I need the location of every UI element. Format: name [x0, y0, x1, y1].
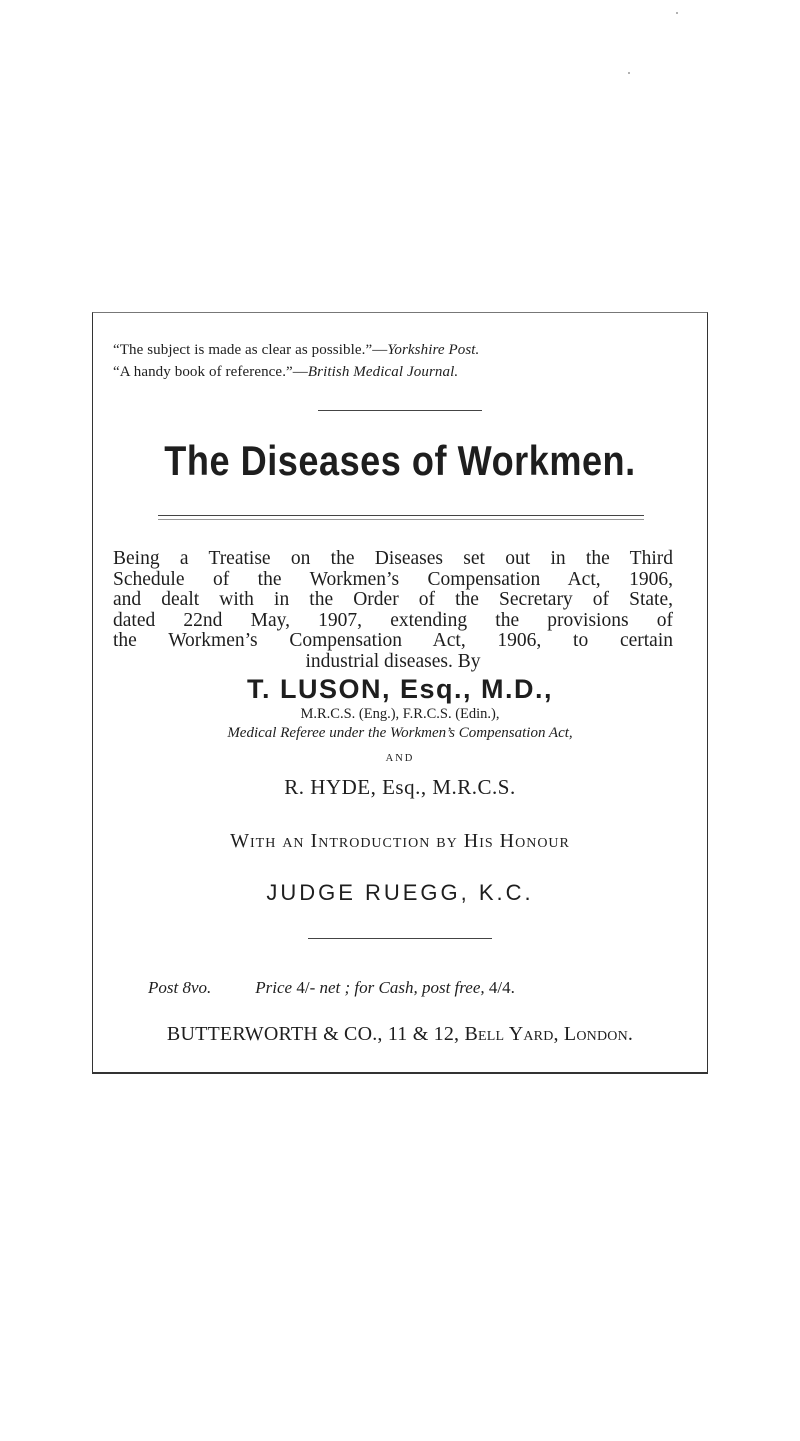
review-source: British Medical Journal.	[307, 364, 459, 380]
review-text: “A handy book of reference.”—	[113, 364, 308, 380]
review-quote-bmj	[113, 364, 458, 381]
author-name-hyde: R. HYDE, Esq., M.R.C.S.	[284, 775, 516, 799]
scan-speck	[628, 72, 630, 74]
review-quote-yorkshire	[113, 342, 479, 359]
description-last-line: industrial diseases. By	[305, 650, 481, 672]
book-description	[113, 549, 673, 672]
publisher-imprint	[92, 1023, 708, 1046]
divider-rule	[318, 410, 482, 411]
description-line: the Workmen’s Compensation Act, 1906, to certain	[113, 630, 673, 651]
description-line: and dealt with in the Order of the Secretary of State,	[113, 589, 673, 610]
author-name-luson: T. LUSON, Esq., M.D.,	[246, 674, 554, 704]
description-line: Being a Treatise on the Diseases set out in the Third	[113, 548, 673, 569]
price-line	[148, 978, 515, 998]
price-prefix: Price	[255, 978, 297, 997]
scan-speck	[676, 12, 678, 14]
introduction-credit: With an Introduction by His Honour	[230, 830, 570, 852]
publisher-address: Bell Yard, London.	[464, 1023, 634, 1045]
divider-rule	[308, 938, 492, 939]
book-title: The Diseases of Workmen.	[164, 437, 636, 484]
post-free-price: 4/4.	[488, 978, 515, 997]
author-role: Medical Referee under the Workmen’s Compensation Act,	[227, 725, 573, 741]
review-source: Yorkshire Post.	[387, 342, 480, 358]
price-value: 4/-	[296, 978, 316, 997]
price-suffix: net ; for Cash, post free,	[315, 978, 489, 997]
introduction-author: JUDGE RUEGG, K.C.	[266, 880, 534, 905]
conjunction-and: AND	[385, 753, 415, 764]
author-qualifications: M.R.C.S. (Eng.), F.R.C.S. (Edin.),	[300, 706, 500, 722]
description-line: Schedule of the Workmen’s Compensation Act, 1906,	[113, 568, 673, 590]
title-underline	[158, 515, 644, 516]
review-text: “The subject is made as clear as possible.”—	[113, 342, 388, 358]
book-format: Post 8vo.	[148, 978, 212, 997]
title-underline	[158, 519, 644, 520]
publisher-name: BUTTERWORTH & CO., 11 & 12,	[166, 1023, 460, 1045]
description-line: dated 22nd May, 1907, extending the provisions of	[113, 609, 673, 631]
